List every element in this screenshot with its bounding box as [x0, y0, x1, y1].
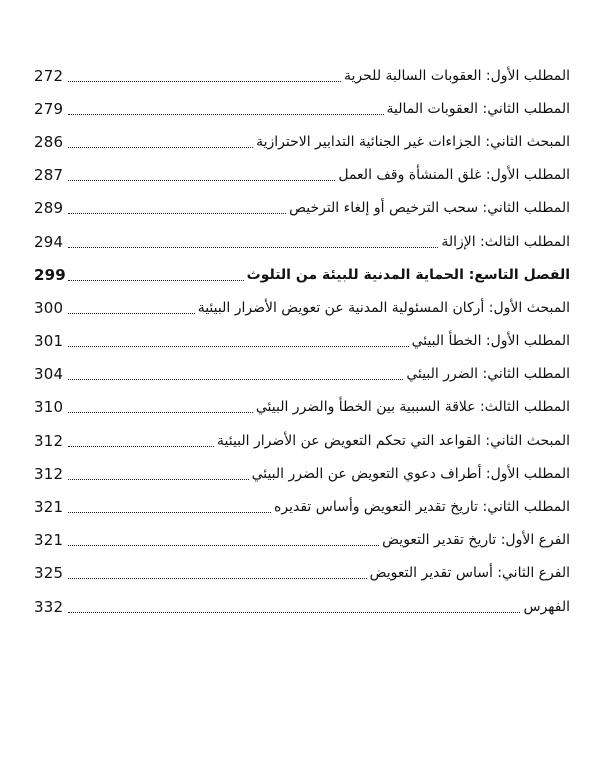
toc-page-number: 279 — [34, 99, 64, 118]
toc-entry-title: الفرع الثاني: أساس تقدير التعويض — [369, 565, 570, 582]
toc-entry — [0, 557, 608, 590]
toc-entry-title: المبحث الثاني: الجزاءات غير الجنائية التدابير الاحترازية — [256, 133, 570, 150]
toc-page-number: 289 — [34, 199, 64, 218]
dot-leader — [68, 113, 384, 115]
toc-entry — [0, 490, 608, 523]
toc-entry — [0, 524, 608, 557]
toc-entry — [0, 590, 608, 623]
table-of-contents — [0, 59, 608, 623]
toc-page-number: 310 — [34, 398, 64, 417]
toc-page-number: 325 — [34, 564, 64, 583]
toc-entry-title: المبحث الثاني: القواعد التي تحكم التعويض عن الأضرار البيئية — [216, 432, 570, 449]
toc-entry — [0, 159, 608, 192]
dot-leader — [68, 246, 438, 248]
dot-leader — [68, 146, 253, 148]
toc-page-number: 312 — [34, 431, 64, 450]
toc-page-number: 294 — [34, 232, 64, 251]
toc-chapter-title: الفصل التاسع: الحماية المدنية للبيئة من التلوث — [246, 266, 570, 283]
toc-entry — [0, 59, 608, 92]
toc-entry — [0, 291, 608, 324]
dot-leader — [68, 279, 244, 281]
dot-leader — [68, 577, 367, 579]
toc-page-number: 321 — [34, 531, 64, 550]
toc-page-number: 312 — [34, 464, 64, 483]
toc-entry — [0, 225, 608, 258]
toc-page-number: 300 — [34, 298, 64, 317]
toc-entry-title: المطلب الأول: العقوبات السالبة للحرية — [344, 67, 570, 84]
dot-leader — [68, 411, 253, 413]
dot-leader — [68, 179, 335, 181]
toc-page-number: 301 — [34, 332, 64, 351]
toc-entry — [0, 358, 608, 391]
toc-entry — [0, 391, 608, 424]
toc-entry — [0, 92, 608, 125]
dot-leader — [68, 478, 249, 480]
toc-entry-title: المطلب الأول: الخطأ البيئي — [411, 333, 570, 350]
dot-leader — [68, 511, 271, 513]
dot-leader — [68, 378, 403, 380]
toc-entry-title: الفهرس — [523, 598, 570, 615]
toc-entry-title: المطلب الأول: غلق المنشأة وقف العمل — [338, 167, 570, 184]
dot-leader — [68, 345, 409, 347]
toc-entry-title: الفرع الأول: تاريخ تقدير التعويض — [382, 532, 570, 549]
toc-page-number: 299 — [34, 265, 66, 284]
toc-entry — [0, 192, 608, 225]
toc-entry-title: المبحث الأول: أركان المسئولية المدنية عن تعويض الأضرار البيئية — [197, 299, 570, 316]
toc-page-number: 304 — [34, 365, 64, 384]
toc-entry-title: المطلب الثاني: تاريخ تقدير التعويض وأساس تقديره — [274, 499, 570, 516]
toc-entry-title: المطلب الأول: أطراف دعوي التعويض عن الضرر البيئي — [251, 465, 570, 482]
toc-chapter-entry — [0, 258, 608, 291]
toc-entry-title: المطلب الثاني: الضرر البيئي — [406, 366, 570, 383]
toc-entry — [0, 424, 608, 457]
toc-page-number: 321 — [34, 498, 64, 517]
toc-page-number: 272 — [34, 66, 64, 85]
dot-leader — [68, 312, 195, 314]
toc-entry — [0, 457, 608, 490]
toc-entry-title: المطلب الثالث: الإزالة — [441, 233, 570, 250]
dot-leader — [68, 445, 214, 447]
toc-entry-title: المطلب الثاني: سحب الترخيص أو إلغاء الترخيص — [289, 200, 570, 217]
dot-leader — [68, 212, 286, 214]
toc-entry-title: المطلب الثالث: علاقة السببية بين الخطأ والضرر البيئي — [255, 399, 570, 416]
toc-entry — [0, 325, 608, 358]
toc-entry — [0, 125, 608, 158]
toc-entry-title: المطلب الثاني: العقوبات المالية — [386, 100, 570, 117]
toc-page-number: 287 — [34, 166, 64, 185]
toc-page-number: 332 — [34, 597, 64, 616]
dot-leader — [68, 80, 341, 82]
dot-leader — [68, 544, 379, 546]
toc-page-number: 286 — [34, 132, 64, 151]
dot-leader — [68, 611, 520, 613]
